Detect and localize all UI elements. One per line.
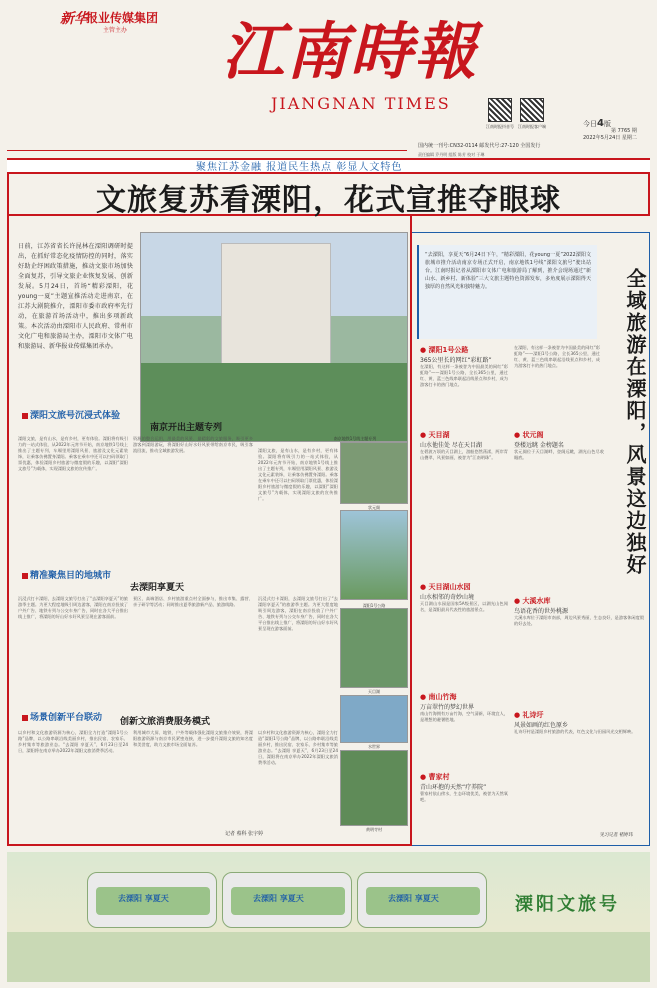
item-head: ● 溧阳1号公路 [420,346,469,354]
item-block [420,345,508,430]
item-sub: 365公里长的网红“彩虹路” [420,357,492,364]
item-head: ● 礼诗圩 [514,711,544,719]
headline[interactable]: 文旅复苏看溧阳，花式宣推夺眼球 [96,183,561,218]
photo-caption: 溧阳1号公路 [362,603,386,608]
train-label: 去溧阳 享夏天 [253,894,304,903]
section-title: 场景创新平台联动 [22,710,102,723]
item-sub: 万亩翠竹的梦幻世界 [420,704,475,711]
photo-caption: 天目湖 [368,689,380,694]
section-text: 景区、高端酒店、乡村旅游重点村全面参与，推出市集、露营、亲子研学等活动；同时推出夏季旅游新产品、旅游线路。 [133,596,253,607]
item-sub: 山水他佳处 尽在天目湖 [420,442,482,449]
byline: 见习记者 褚婷玮 [600,833,633,838]
brand-title[interactable]: 溧阳文旅号 [515,894,620,915]
pavilion-photo[interactable] [340,442,408,504]
train-car [357,872,487,928]
item-head: ● 天目湖山水园 [420,583,471,591]
waterpark-photo[interactable] [340,695,408,743]
item-text: 南山竹海拥有万亩竹海，空气清新，环境宜人，是理想的避暑胜地。 [420,711,508,722]
intro-paragraph: 日前，江苏省省长许昆林在溧阳调研时提出，在抓好常态化疫情防控的同时，落实好助企纾困政策措施，推动文旅市场加快全面复苏，引导文旅企业恢复发展、创新发展。5月24日，首场“精彩溧阳，花young一夏”主题宣推活动走进南京，在江苏大剧院推介，溧阳市委市政府率先行动，在旅游首场活动中，推出多项新政策。本次活动由溧阳市人民政府、常州市文化广电和旅游局主办，溧阳市文体广电和旅游局、新华报业传媒集团承办。 [18,243,133,350]
lead-box [417,245,597,339]
bullet-icon [22,413,28,419]
item-text: 礼诗圩村是溧阳乡村旅游的代表，红色文化与田园风光交相辉映。 [514,729,636,734]
train-label: 去溧阳 享夏天 [388,894,439,903]
item-block [420,772,508,821]
section-text: 以乡村和文化旅游资源为核心，溧阳全力打造“溧阳1号公路”品牌，以公路串联沿线美丽乡村，推出民宿、农家乐、乡村集市等旅游业态。“去溧阳 享夏天”，6月23日至24日，溧阳将在南京举办2022年溧阳文旅消费季活动。 [258,730,338,765]
item-block [420,692,508,766]
ground [7,932,650,982]
newspaper-title-en: JIANGNAN TIMES [271,94,451,113]
section-text: 沉浸式打卡溧阳，去溧阳文旅号打出了“去溧阳享夏天”的旅游季主题。为更大程度地吸引周边游客，溧阳在南京投放了户外广告、地铁专列与公交车身广告，同时在各大平台推出线上推广，将溧阳的好山好水好风景呈现在游客面前。 [258,596,338,631]
newspaper-group-logo: 新华 [60,11,88,27]
masthead [0,0,657,173]
item-block [514,710,644,839]
publication-info: 国内统一刊号:CN32-0114 邮发代号:27-120 全国发行 [418,143,541,149]
issue-number: 第 7765 期 [611,128,637,134]
today-pages: 今日4版 [583,118,611,129]
bullet-icon [22,715,28,721]
train-car [222,872,352,928]
item-block [514,430,604,589]
qr-label: 江南时报客户端 [518,124,546,129]
staff-info: 责任编辑 乔丹明 组版 陈芳 校对 于琳 [418,152,485,157]
item-block [420,430,508,579]
issue-date: 2022年5月24日 星期二 [583,135,637,141]
vertical-title[interactable]: 全域旅游在溧阳，风景这边独好 [623,268,647,576]
train-label: 去溧阳 享夏天 [118,894,169,903]
road-photo[interactable] [340,510,408,600]
item-head: ● 曹家村 [420,773,450,781]
item-sub: 山水相邻的奇妙山境 [420,594,475,601]
slogan: 聚焦江苏金融 报道民生热点 彰显人文特色 [196,162,403,173]
section-text: 溧阳文旅，是有山水，是有乡村，更有体验。溧阳将有吸引力的一站式体验，从2022年元宵节开始，南京地铁1号线上推出了主题专列，车厢里用溧阳风景、旅游及文化元素装饰，让乘客仿佛置身溧阳。乘客在乘车中还可以扫码领取门票优惠，体验溧阳乡村旅游与微度假的乐趣，以溧阳“溧阳文旅号”为载体，实现溧阳文旅的宣传推广。 [258,448,338,501]
photo-caption: 状元阁 [368,505,380,510]
section-text: 沉浸式打卡溧阳，去溧阳文旅号打出了“去溧阳享夏天”的旅游季主题。为更大程度地吸引周边游客，溧阳在南京投放了户外广告、地铁专列与公交车身广告，同时在各大平台推出线上推广，将溧阳的好山好水好风景呈现在游客面前。 [18,596,128,619]
divider [7,150,407,151]
lake-photo[interactable] [340,608,408,688]
section-subtitle: 南京开出主题专列 [150,423,223,433]
item-text: 曹家村依山傍水，生态环境优美，被誉为天然氧吧。 [420,791,508,802]
photo-caption: 水世界 [368,744,380,749]
item-text: 状元阁位于天目湖畔，登阁远眺，湖光山色尽收眼底。 [514,449,604,460]
item-text: 大溪水库位于溧阳市南部，周边风景秀丽，生态良好，是游客休闲度假的好去处。 [514,615,644,626]
village-photo[interactable] [340,750,408,826]
lead-paragraph: “去溧阳，享夏天”6月24日下午，“精彩溧阳，花young一夏”2022溧阳文旅城市推介活动南京专场正式开启，南京地铁1号线“溧阳文旅号”驶出站台。江南时报记者从溧阳市文体广电和旅游局了解到，推介会现场通过“新山水、新乡村、新体验”三大文旅主题特色资源发布，多角度展示溧阳得天独厚的自然风光和独特魅力。 [425,252,591,290]
item-sub: 鸟语花香的世外桃源 [514,608,569,615]
section-subtitle: 去溧阳享夏天 [130,583,185,593]
item-sub: 青山环抱的天然“疗养院” [420,784,487,791]
item-block [514,596,644,685]
item-head: ● 状元阁 [514,431,544,439]
train-interior [221,243,331,373]
item-block [420,582,508,691]
qr-code-icon[interactable] [488,98,512,122]
qr-code-icon[interactable] [520,98,544,122]
item-text: 在碧波万顷的天目湖上，游船悠然荡漾，两岸青山叠翠，风景如画，被誉为“江南明珠”。 [420,449,508,460]
section-text: 溧阳文旅，是有山水，是有乡村，更有体验。溧阳将有吸引力的一站式体验，从2022年元宵节开始，南京地铁1号线上推出了主题专列，车厢里用溧阳风景、旅游及文化元素装饰，让乘客仿佛置身溧阳。乘客在乘车中还可以扫码领取门票优惠，体验溧阳乡村旅游与微度假的乐趣，以溧阳“溧阳文旅号”为载体，实现溧阳文旅的宣传推广。 [18,436,128,471]
byline: 记者 蔡科 张宇婷 [225,831,264,837]
item-text: 天目湖山水园是国家5A级景区，以湖光山色闻名，是溧阳最具代表性的旅游景点。 [420,601,508,612]
metro-photo[interactable] [140,232,408,442]
item-head: ● 天目湖 [420,431,450,439]
item-text: 在溧阳，有这样一条被誉为中国最美的网红“彩虹路”——溧阳1号公路，全长365公里，通过红、黄、蓝三色线串联起沿线景点和乡村，成为游客打卡的热门地点。 [420,364,508,387]
newspaper-title: 江南時報 [222,15,479,88]
qr-label: 江南时报抖音号 [486,124,514,129]
section-text: 资源的整合运用，用最美的风景、最精彩的文旅服务，吸引更多游客到溧阳游玩，将溧阳好山好水好风景带给南京市民，吸引客流回流，推动全域旅游发展。 [133,436,253,453]
bullet-icon [22,573,28,579]
sponsor-label: 主管主办 [103,27,128,34]
train-car [87,872,217,928]
section-title: 精准聚焦目的地城市 [22,568,111,581]
photo-caption: 南京地铁1号线主题专列 [333,436,377,441]
item-sub: 风景如画的红色原乡 [514,722,569,729]
item-head: ● 南山竹海 [420,693,457,701]
section-text: 利用城市大屏、地铁、户外等载体强化溧阳文旅推介效果，将溧阳旅游资源与南京市民紧密连接，进一步提升溧阳文旅的知名度和美誉度，助力文旅市场全面复苏。 [133,730,253,747]
section-subtitle: 创新文旅消费服务模式 [120,717,211,727]
section-title: 溧阳文旅号沉浸式体验 [22,408,120,421]
item-text: 在溧阳，有这样一条被誉为中国最美的网红“彩虹路”——溧阳1号公路，全长365公里，通过红、黄、蓝三色线串联起沿线景点和乡村，成为游客打卡的热门地点。 [514,345,600,368]
group-name: 报业传媒集团 [86,11,159,25]
item-head: ● 大溪水库 [514,597,551,605]
bottom-illustration [7,852,650,982]
item-sub: 登楼远眺 金榜题名 [514,442,564,449]
section-text: 以乡村和文化旅游资源为核心，溧阳全力打造“溧阳1号公路”品牌，以公路串联沿线美丽乡村，推出民宿、农家乐、乡村集市等旅游业态。“去溧阳 享夏天”，6月23日至24日，溧阳将在南京举办2022年溧阳文旅消费季活动。 [18,730,128,753]
photo-caption: 黄明寺村 [366,827,382,832]
